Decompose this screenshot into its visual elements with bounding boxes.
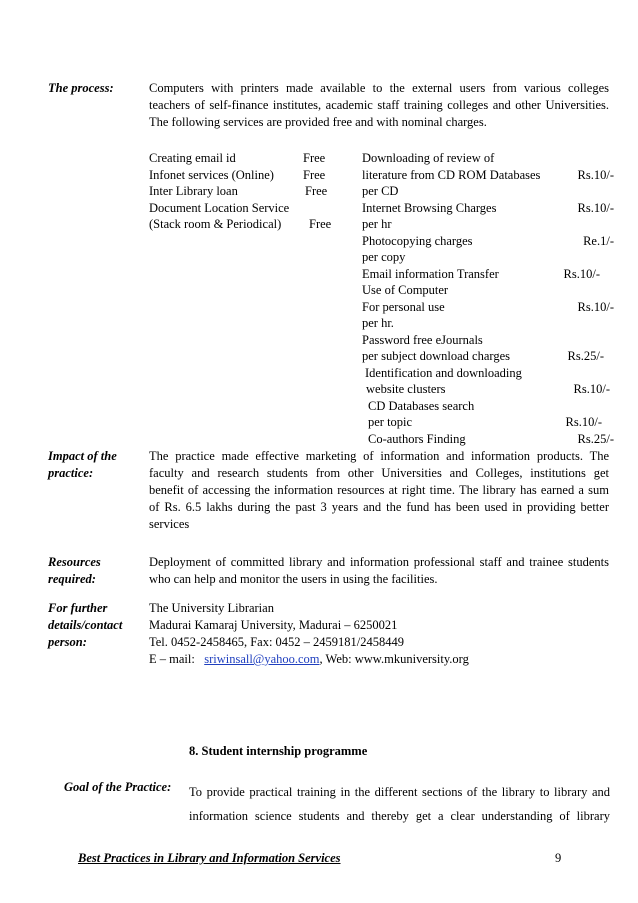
paid-service-row: Email information Transfer Rs.10/- <box>362 266 600 281</box>
process-text <box>149 80 609 131</box>
resources-label: Resources required: <box>48 555 101 586</box>
paid-service-row: Use of Computer <box>362 283 449 297</box>
paid-service-row: per copy <box>362 250 406 264</box>
paid-service-row: Password free eJournals <box>362 332 483 347</box>
fee: Free <box>305 184 328 198</box>
price: Rs.10/- <box>577 200 614 215</box>
paid-service-row: website clusters Rs.10/- <box>366 382 610 396</box>
resources-line: who can help and monitor the users in using the facilities. <box>149 572 438 586</box>
contact-email-web-line: E – mail: sriwinsall@yahoo.com, Web: www.mkuniversity.org <box>149 652 469 666</box>
process-line: The following services are provided free and with nominal charges. <box>149 115 487 129</box>
price: Re.1/- <box>583 233 614 248</box>
contact-text <box>149 600 609 668</box>
price: Rs.25/- <box>577 431 614 446</box>
free-service-row: Document Location Service <box>149 200 290 215</box>
paid-service-row: Co-authors Finding Rs.25/- <box>368 431 614 446</box>
process-label: The process: <box>48 81 114 95</box>
paid-service-row: per CD <box>362 184 399 198</box>
resources-line: Deployment of committed library and information professional staff and trainee students <box>149 555 609 569</box>
free-service-row: (Stack room & Periodical) Free <box>149 217 332 231</box>
fee: Free <box>309 217 332 231</box>
goal-line: To provide practical training in the different sections of the library to library and <box>189 785 610 799</box>
paid-service-row: For personal use Rs.10/- <box>362 299 614 314</box>
fee: Free <box>303 167 326 182</box>
process-line: teachers of self-finance institutes, academic staff training colleges and other Universities. <box>149 98 609 112</box>
contact-line: Madurai Kamaraj University, Madurai – 6250021 <box>149 618 398 632</box>
paid-service-row: per topic Rs.10/- <box>368 415 602 429</box>
contact-label: For further details/contact person: <box>48 601 123 649</box>
section-heading: 8. Student internship programme <box>189 744 368 758</box>
impact-line: benefit of accessing the information resources at right time. The library has earned a sum <box>149 483 609 497</box>
goal-label: Goal of the Practice: <box>64 780 172 794</box>
process-line: Computers with printers made available to the external users from various colleges <box>149 81 609 95</box>
free-service-row: Creating email id Free <box>149 151 326 165</box>
price: Rs.10/- <box>573 382 610 396</box>
paid-service-row: per hr. <box>362 316 394 330</box>
price: Rs.10/- <box>563 266 600 281</box>
footer-title: Best Practices in Library and Information Services <box>78 851 341 865</box>
contact-line: Tel. 0452-2458465, Fax: 0452 – 2459181/2458449 <box>149 635 405 649</box>
paid-service-row: Identification and downloading <box>365 365 522 380</box>
paid-service-row: literature from CD ROM Databases Rs.10/- <box>362 167 614 182</box>
impact-line: The practice made effective marketing of information and information products. The <box>149 449 609 463</box>
paid-service-row: Internet Browsing Charges Rs.10/- <box>362 200 614 215</box>
impact-label: Impact of the practice: <box>48 449 117 480</box>
goal-line: information science students and thereby get a clear understanding of library <box>189 809 610 823</box>
price: Rs.25/- <box>567 349 604 363</box>
page-number: 9 <box>555 851 562 865</box>
free-service-row: Inter Library loan Free <box>149 184 328 198</box>
paid-services-list <box>362 150 614 447</box>
contact-line: The University Librarian <box>149 601 274 615</box>
paid-service-row: per subject download charges Rs.25/- <box>362 349 604 363</box>
impact-line: of Rs. 6.5 lakhs during the past 3 years and the fund has been used in providing better <box>149 500 609 514</box>
goal-text <box>189 780 610 828</box>
price: Rs.10/- <box>565 415 602 429</box>
price: Rs.10/- <box>577 299 614 314</box>
free-services-list <box>149 150 359 233</box>
paid-service-row: Photocopying charges Re.1/- <box>362 233 614 248</box>
impact-line: services <box>149 517 190 531</box>
paid-service-row: CD Databases search <box>368 398 475 413</box>
free-service-row: Infonet services (Online) Free <box>149 167 326 182</box>
paid-service-row: Downloading of review of <box>362 151 495 165</box>
email-link[interactable]: sriwinsall@yahoo.com <box>204 652 320 666</box>
price: Rs.10/- <box>577 167 614 182</box>
fee: Free <box>303 151 326 165</box>
resources-text <box>149 554 609 588</box>
impact-line: faculty and research students from other Universities and Colleges, institutions get <box>149 466 609 480</box>
paid-service-row: per hr <box>362 217 392 231</box>
impact-text <box>149 448 609 533</box>
